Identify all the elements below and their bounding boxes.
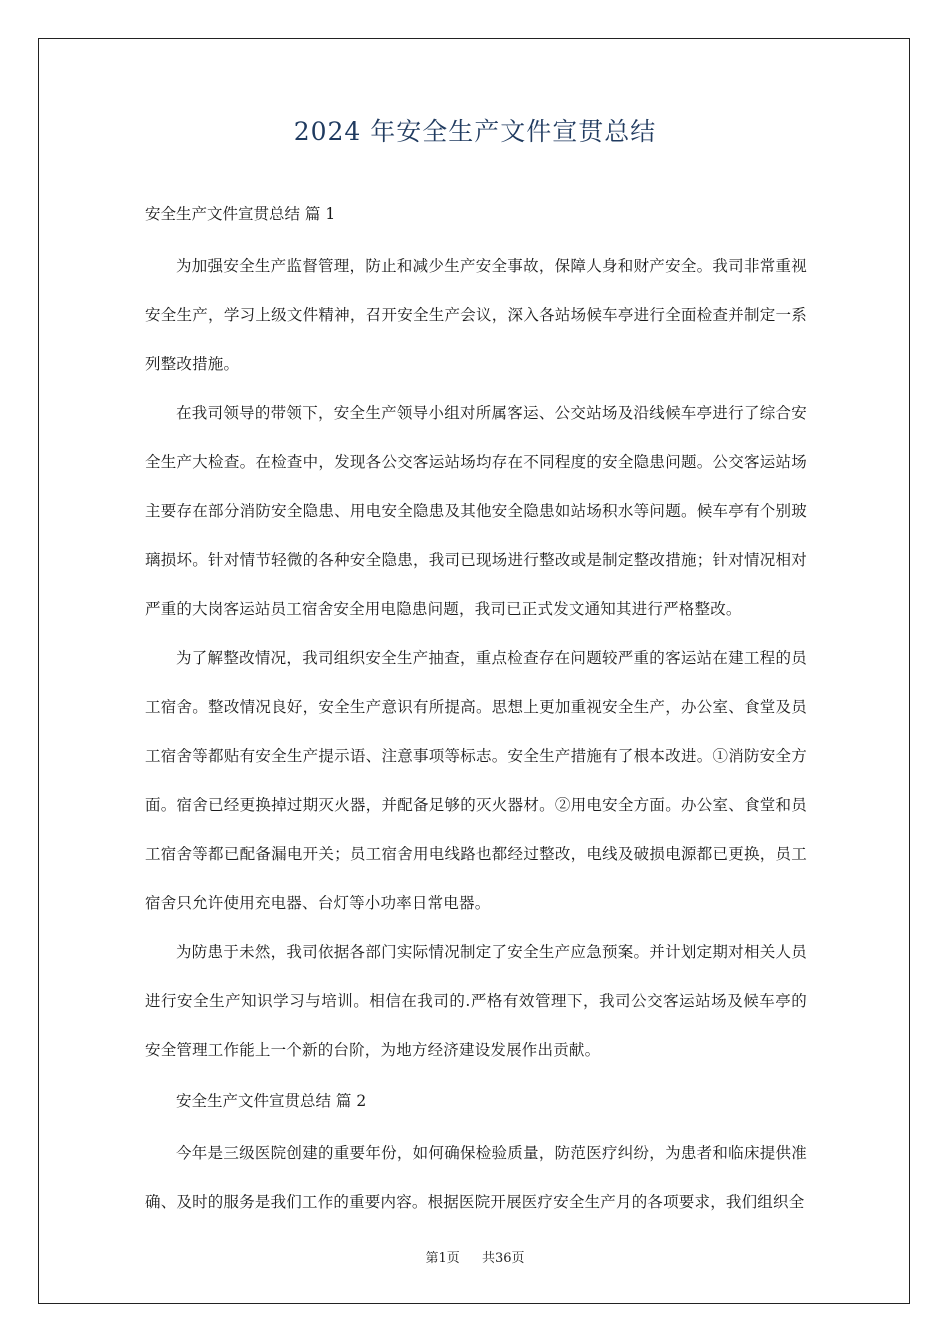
paragraph: 为防患于未然，我司依据各部门实际情况制定了安全生产应急预案。并计划定期对相关人员进行安全生产知识学习与培训。相信在我司的.严格有效管理下，我司公交客运站场及候车亭的安全管理工作能上一个新的台阶，为地方经济建设发展作出贡献。 [145, 943, 807, 1059]
paragraph: 为了解整改情况，我司组织安全生产抽查，重点检查存在问题较严重的客运站在建工程的员工宿舍。整改情况良好，安全生产意识有所提高。思想上更加重视安全生产，办公室、食堂及员工宿舍等都贴有安全生产提示语、注意事项等标志。安全生产措施有了根本改进。①消防安全方面。宿舍已经更换掉过期灭火器，并配备足够的灭火器材。②用电安全方面。办公室、食堂和员工宿舍等都已配备漏电开关；员工宿舍用电线路也都经过整改，电线及破损电源都已更换，员工宿舍只允许使用充电器、台灯等小功率日常电器。 [145, 649, 807, 912]
page-number: 第1页 [425, 1251, 460, 1266]
section-heading-1: 安全生产文件宣贯总结 篇 1 [145, 205, 336, 223]
page-footer [0, 1247, 950, 1266]
document-title: 2024 年安全生产文件宣贯总结 [293, 117, 657, 146]
page-total: 共36页 [482, 1251, 525, 1266]
paragraph: 今年是三级医院创建的重要年份，如何确保检验质量，防范医疗纠纷，为患者和临床提供准确、及时的服务是我们工作的重要内容。根据医院开展医疗安全生产月的各项要求，我们组织全 [145, 1144, 807, 1211]
paragraph: 在我司领导的带领下，安全生产领导小组对所属客运、公交站场及沿线候车亭进行了综合安全生产大检查。在检查中，发现各公交客运站场均存在不同程度的安全隐患问题。公交客运站场主要存在部分消防安全隐患、用电安全隐患及其他安全隐患如站场积水等问题。候车亭有个别玻璃损坏。针对情节轻微的各种安全隐患，我司已现场进行整改或是制定整改措施；针对情况相对严重的大岗客运站员工宿舍安全用电隐患问题，我司已正式发文通知其进行严格整改。 [145, 404, 807, 618]
paragraph: 为加强安全生产监督管理，防止和减少生产安全事故，保障人身和财产安全。我司非常重视安全生产，学习上级文件精神，召开安全生产会议，深入各站场候车亭进行全面检查并制定一系列整改措施。 [145, 257, 807, 373]
section-heading-2: 安全生产文件宣贯总结 篇 2 [176, 1092, 367, 1110]
document-body [145, 196, 807, 1227]
